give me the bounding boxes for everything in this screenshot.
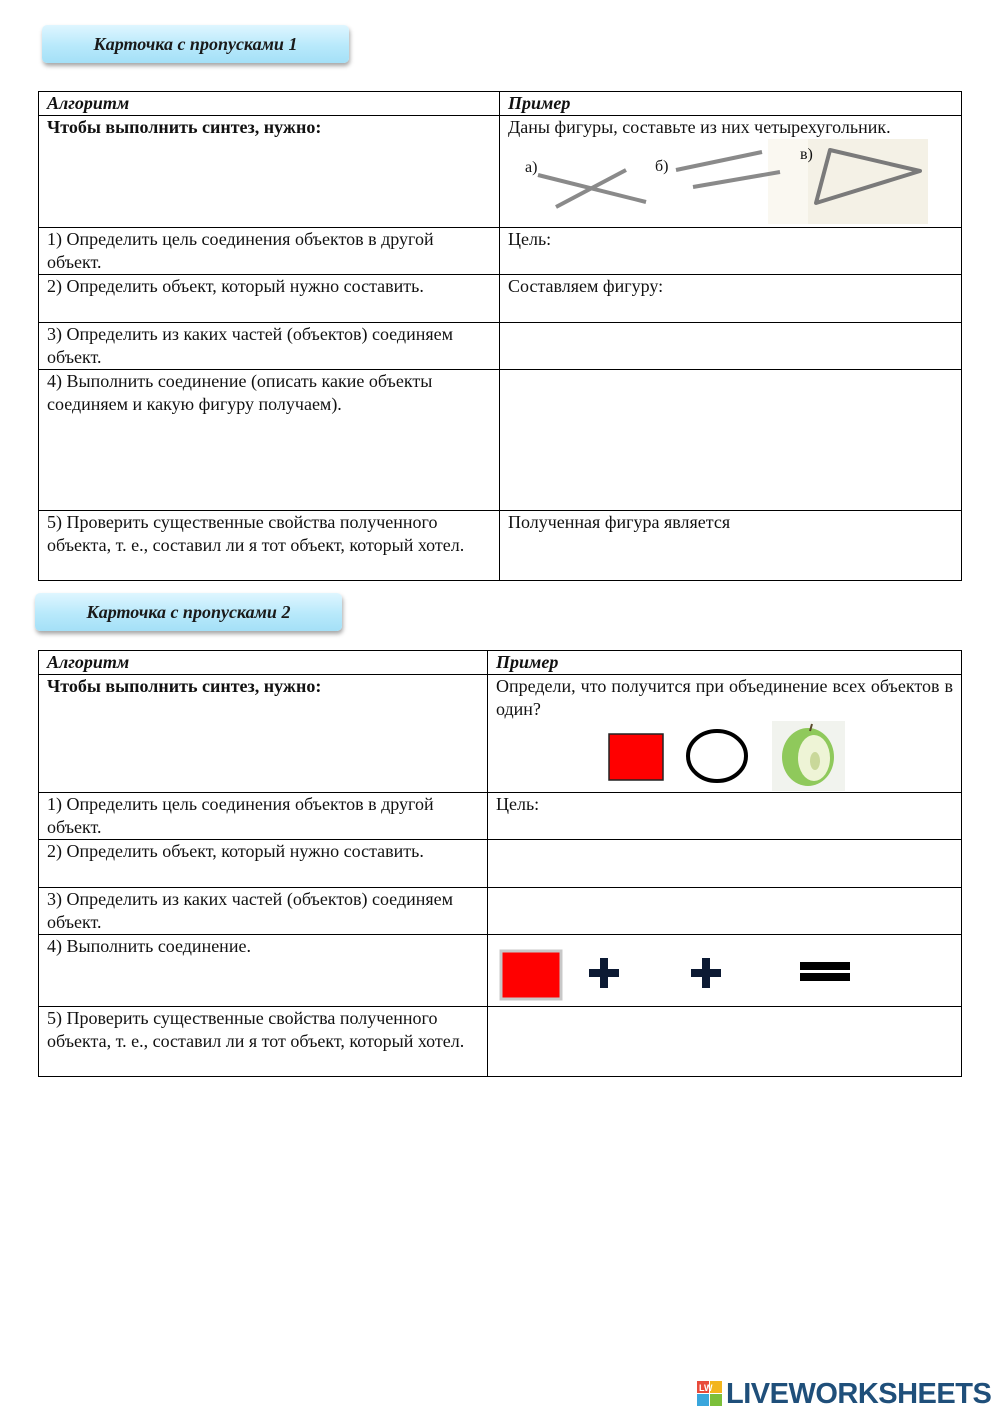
step-5: 5) Проверить существенные свойства полученного объекта, т. е., составил ли я тот объект, который хотел. — [39, 511, 500, 581]
step-2: 2) Определить объект, который нужно составить. — [39, 840, 488, 888]
table-row — [39, 1007, 962, 1077]
liveworksheets-logo — [697, 1377, 991, 1411]
figure-a-line-2 — [556, 170, 626, 207]
intro-text: Чтобы выполнить синтез, нужно: — [39, 675, 488, 793]
example-4-cell — [488, 935, 962, 1007]
equals-icon — [800, 962, 850, 981]
table-row — [39, 116, 962, 228]
table-row — [39, 840, 962, 888]
header-algorithm: Алгоритм — [39, 92, 500, 116]
table-header-row — [39, 92, 962, 116]
table-row — [39, 511, 962, 581]
table-row — [39, 888, 962, 935]
plus-icon — [589, 958, 619, 988]
step-4: 4) Выполнить соединение. — [39, 935, 488, 1007]
header-example: Пример — [500, 92, 962, 116]
step-5: 5) Проверить существенные свойства полученного объекта, т. е., составил ли я тот объект, который хотел. — [39, 1007, 488, 1077]
answer-blank[interactable] — [736, 955, 786, 995]
example-5-answer[interactable] — [488, 1007, 962, 1077]
figure-b-line-2 — [693, 172, 780, 187]
figure-label-b: б) — [655, 158, 669, 175]
intro-text: Чтобы выполнить синтез, нужно: — [39, 116, 500, 228]
example-1[interactable]: Цель: — [488, 793, 962, 840]
example-5[interactable]: Полученная фигура является — [500, 511, 962, 581]
figure-label-c: в) — [800, 146, 813, 163]
example-3-answer[interactable] — [488, 888, 962, 935]
table-row — [39, 793, 962, 840]
table-row — [39, 228, 962, 275]
step-3: 3) Определить из каких частей (объектов) соединяем объект. — [39, 888, 488, 935]
answer-blank[interactable] — [866, 955, 946, 995]
example-1[interactable]: Цель: — [500, 228, 962, 275]
step-3: 3) Определить из каких частей (объектов) соединяем объект. — [39, 323, 500, 370]
figure-b-line-1 — [676, 152, 762, 170]
header-example: Пример — [488, 651, 962, 675]
example-2-answer[interactable] — [488, 840, 962, 888]
example-3-answer[interactable] — [500, 323, 962, 370]
figure-label-a: а) — [525, 159, 538, 176]
red-square — [609, 734, 663, 780]
card-1-table — [38, 91, 962, 581]
table-row — [39, 935, 962, 1007]
liveworksheets-logo-icon — [697, 1381, 723, 1407]
header-algorithm: Алгоритм — [39, 651, 488, 675]
table-row — [39, 323, 962, 370]
figures-image — [508, 139, 953, 224]
svg-text:LW: LW — [699, 1383, 713, 1393]
task-text: Даны фигуры, составьте из них четырехугольник. — [508, 117, 891, 137]
step-4: 4) Выполнить соединение (описать какие объекты соединяем и какую фигуру получаем). — [39, 370, 500, 511]
table-row — [39, 275, 962, 323]
liveworksheets-logo-text: LIVEWORKSHEETS — [726, 1377, 992, 1410]
table-header-row — [39, 651, 962, 675]
table-row — [39, 370, 962, 511]
card-2-title: Карточка с пропусками 2 — [35, 593, 342, 631]
example-cell — [500, 116, 962, 228]
example-cell — [488, 675, 962, 793]
card-2-table — [38, 650, 962, 1077]
objects-image — [496, 721, 953, 791]
plus-icon — [691, 958, 721, 988]
answer-blank[interactable] — [636, 955, 676, 995]
example-4-answer[interactable] — [500, 370, 962, 511]
circle-shape — [688, 731, 746, 781]
step-1: 1) Определить цель соединения объектов в другой объект. — [39, 793, 488, 840]
equation-image — [496, 935, 953, 1005]
card-1-title: Карточка с пропусками 1 — [42, 25, 349, 63]
example-2[interactable]: Составляем фигуру: — [500, 275, 962, 323]
table-row — [39, 675, 962, 793]
red-square — [501, 951, 561, 999]
step-2: 2) Определить объект, который нужно составить. — [39, 275, 500, 323]
task-text: Определи, что получится при объединение всех объектов в один? — [496, 676, 953, 719]
step-1: 1) Определить цель соединения объектов в другой объект. — [39, 228, 500, 275]
